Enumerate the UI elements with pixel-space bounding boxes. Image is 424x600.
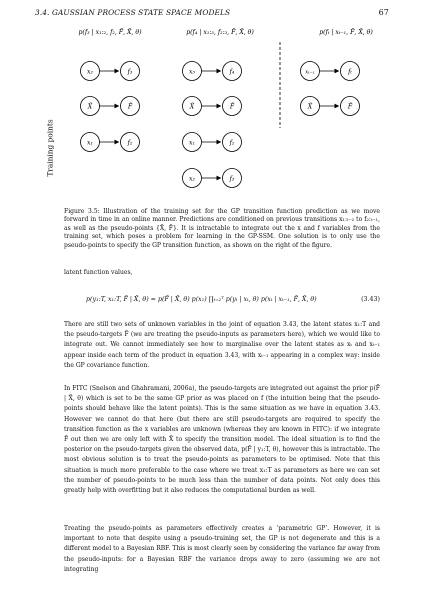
training-points-axis-label: [38, 100, 62, 196]
graphical-model-diagram: [54, 26, 402, 201]
node-x3-label: x₃: [189, 68, 195, 76]
figure-caption: Figure 3.5: Illustration of the training set for the GP transition function prediction as we move forward in time in an online manner. Predictions are conditioned on previous transitions x₁:ₜ₋₂ to f₂:ₜ₋₁, as well as the pseudo-points {X̃, F̃}. It is intractable to integrate out the x and f variables from the training set, which poses a problem for learning in the GP-SSM. One solution is to only use the pseudo-points to specify the GP transition function, as shown on the right of the figure.: [64, 208, 380, 249]
page-number: 67: [378, 8, 389, 17]
equation-number: (3.43): [361, 296, 380, 303]
panel-3: [301, 62, 360, 116]
node-x2-2-label: x₂: [189, 175, 195, 183]
node-xtilde-1-label: X̃: [87, 103, 93, 111]
running-header: [35, 8, 389, 20]
node-f4-label: f₄: [229, 68, 235, 76]
node-x1-1-label: x₁: [87, 139, 93, 147]
paragraph-latent: latent function values,: [64, 269, 133, 276]
node-f3-label: f₃: [127, 68, 133, 76]
panel-2: [183, 62, 242, 188]
node-f2-2-label: f₂: [229, 139, 235, 147]
figure-3-5: [54, 26, 402, 201]
node-xtilde-2-label: X̃: [189, 103, 195, 111]
equation-3-43: [64, 290, 380, 314]
paragraph-1: There are still two sets of unknown variables in the joint of equation 3.43, the latent states x₁:T and the pseudo-targets F̃ (we are treating the pseudo-inputs as parameters here), which we would like to integrate out. We cannot immediately see how to marginalise over the latent states as xₜ and xₜ₋₁ appear inside each term of the product in equation 3.43, with xₜ₋₁ appearing in a complex way: inside the GP covariance function.: [64, 321, 380, 369]
training-points-text: Training points: [45, 119, 55, 177]
paragraph-2: In FITC (Snelson and Ghahramani, 2006a), the pseudo-targets are integrated out against the prior p(F̃ | X̃, θ) which is set to be the same GP prior as was placed on f (the intuition being that the pseudo-points should behave like the latent points). This is the same situation as we have in equation 3.43. However we cannot do that here (but there are still pseudo-targets are required to specify the transition function as the x variables are unknown (whereas they are known in FITC): if we integrate F̃ out then we are only left with X̃ to specify the transition model. The ideal situation is to find the posterior on the pseudo-targets given the observed data, p(F̃ | y₁:T, θ), however this is intractable. The most obvious solution is to treat the pseudo-points as parameters to be optimised. Note that this situation is much more preferable to the case where we treat x₁:T as parameters as here we can set the number of pseudo-points to be much less than the number of data points. Not only does this greatly help with overfitting but it also reduces the computational burden as well.: [64, 385, 380, 495]
node-xt-minus-1-label: xₜ₋₁: [305, 69, 315, 76]
node-ftilde-2-label: F̃: [229, 103, 235, 111]
label-panel-3: p(fₜ | xₜ₋₁, F̃, X̃, θ): [319, 29, 373, 36]
node-xtilde-3-label: X̃: [307, 103, 313, 111]
node-f3-2-label: f₃: [229, 175, 235, 183]
equation-body: p(y₁:T, x₁:T, F̃ | X̃, θ) ≈ p(F̃ | X̃, θ) p(x₁) ∏ₜ₌₂ᵀ p(yₜ | xₜ, θ) p(xₜ | xₜ₋₁, F̃, X̃, θ): [86, 296, 317, 303]
node-ftilde-1-label: F̃: [127, 103, 133, 111]
label-panel-2: p(f₄ | x₁:₃, f₂:₃, F̃, X̃, θ): [186, 29, 254, 36]
node-x1-2-label: x₁: [189, 139, 195, 147]
paragraph-3: Treating the pseudo-points as parameters effectively creates a ‘parametric GP’. However, it is important to note that despite using a pseudo-training set, the GP is not degenerate and this is a different model to a Bayesian RBF. This is most clearly seen by considering the variance far away from the pseudo-inputs: for a Bayesian RBF the variance drops away to zero (assuming we are not integrating: [64, 525, 380, 573]
panel-1: [81, 62, 140, 152]
label-panel-1: p(f₃ | x₁:₂, f₂, F̃, X̃, θ): [78, 29, 142, 36]
node-ft-label: fₜ: [348, 68, 352, 76]
node-x2-label: x₂: [87, 68, 93, 76]
node-f2-1-label: f₂: [127, 139, 133, 147]
node-ftilde-3-label: F̃: [347, 103, 353, 111]
section-title: 3.4. GAUSSIAN PROCESS STATE SPACE MODELS: [35, 8, 231, 17]
